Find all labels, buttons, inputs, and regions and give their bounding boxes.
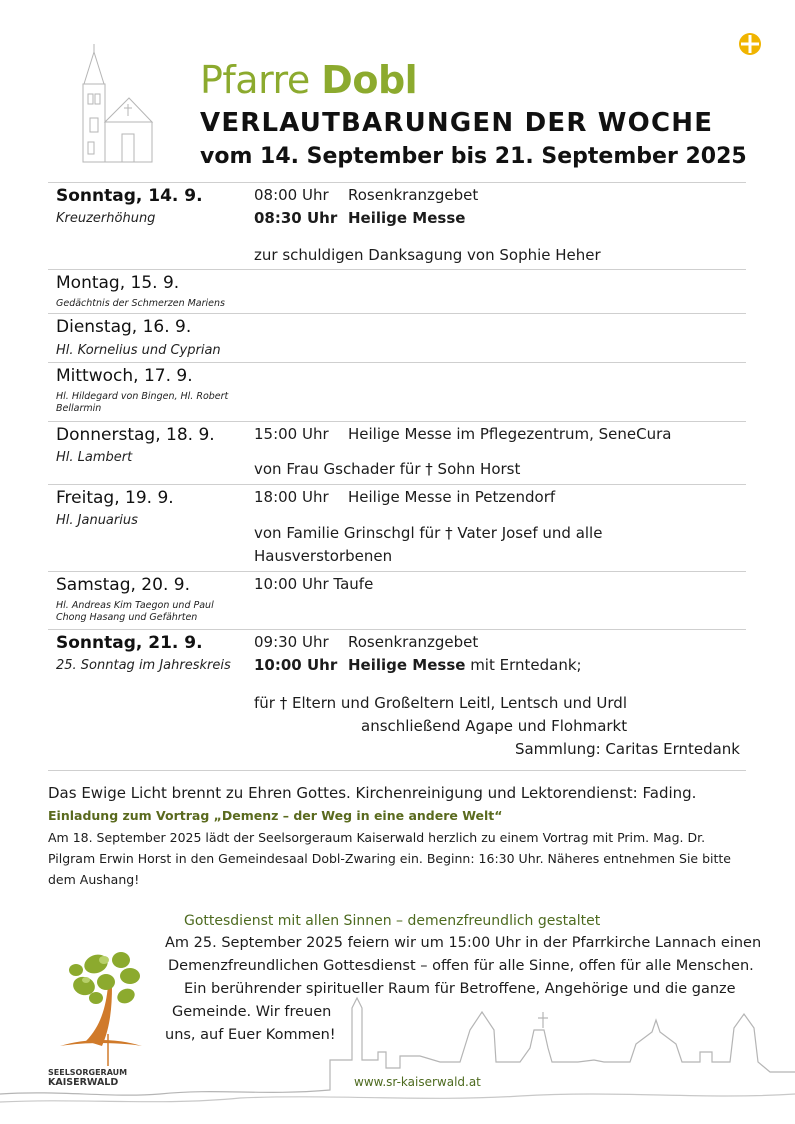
event-line: 08:00 Uhr Rosenkranzgebet	[254, 186, 479, 204]
invitation-body: Am 18. September 2025 lädt der Seelsorgeraum Kaiserwald herzlich zu einem Vortrag mit Prim. Mag. Dr. Pilgram Erwin Horst in den Gemeindesaal Dobl-Zwaring ein. Beginn: 16:30 Uhr. Näheres entnehmen Sie bitte dem Aushang!	[48, 830, 731, 887]
day-row-saturday	[48, 571, 746, 629]
feast-label: Hl. Andreas Kim Taegon und Paul Chong Hasang und Gefährten	[56, 600, 214, 623]
day-row-thursday	[48, 421, 746, 484]
day-row-wednesday	[48, 362, 746, 421]
day-label: Sonntag, 14. 9.	[56, 186, 203, 206]
day-row-tuesday	[48, 313, 746, 362]
day-label: Dienstag, 16. 9.	[56, 317, 192, 337]
day-label: Donnerstag, 18. 9.	[56, 425, 215, 445]
eternal-light-note: Das Ewige Licht brennt zu Ehren Gottes. Kirchenreinigung und Lektorendienst: Fading.	[48, 784, 697, 802]
intention-note: von Familie Grinschgl für † Vater Josef und alle	[254, 524, 603, 542]
feast-label: Hl. Kornelius und Cyprian	[56, 343, 221, 358]
service-text-line: Demenzfreundlichen Gottesdienst – offen für alle Sinne, offen für alle Menschen.	[168, 958, 754, 974]
event-line: 15:00 Uhr Heilige Messe im Pflegezentrum, SeneCura	[254, 425, 672, 443]
feast-label: Hl. Hildegard von Bingen, Hl. Robert Bellarmin	[56, 391, 229, 414]
intention-note: von Frau Gschader für † Sohn Horst	[254, 460, 521, 478]
day-label: Montag, 15. 9.	[56, 273, 180, 293]
intention-note: zur schuldigen Danksagung von Sophie Heher	[254, 246, 601, 264]
day-label: Sonntag, 21. 9.	[56, 633, 203, 653]
service-heading: Gottesdienst mit allen Sinnen – demenzfreundlich gestaltet	[184, 913, 601, 929]
invitation-heading: Einladung zum Vortrag „Demenz – der Weg in eine andere Welt“	[48, 808, 503, 823]
event-line: 10:00 Uhr Taufe	[254, 575, 374, 593]
brand-bold: Dobl	[321, 58, 418, 102]
service-text-line: Am 25. September 2025 feiern wir um 15:00 Uhr in der Pfarrkirche Lannach einen	[165, 935, 762, 951]
day-row-friday	[48, 484, 746, 571]
feast-label: Kreuzerhöhung	[56, 211, 156, 226]
schedule-table	[48, 182, 746, 771]
day-label: Samstag, 20. 9.	[56, 575, 190, 595]
event-line: 18:00 Uhr Heilige Messe in Petzendorf	[254, 488, 556, 506]
parish-brand	[200, 58, 417, 102]
skyline-drawing-icon	[0, 990, 795, 1124]
day-label: Mittwoch, 17. 9.	[56, 366, 193, 386]
day-row-monday	[48, 269, 746, 313]
brand-light: Pfarre	[200, 58, 310, 102]
intention-note-cont: Hausverstorbenen	[254, 547, 393, 565]
collection-note: Sammlung: Caritas Erntedank	[514, 740, 740, 758]
day-label: Freitag, 19. 9.	[56, 488, 174, 508]
event-line: 09:30 Uhr Rosenkranzgebet	[254, 633, 479, 651]
feast-label: Hl. Lambert	[56, 450, 133, 465]
date-range: vom 14. September bis 21. September 2025	[200, 144, 747, 169]
intention-note-cont: anschließend Agape und Flohmarkt	[361, 717, 628, 735]
church-drawing-icon	[74, 42, 156, 166]
feast-label: Gedächtnis der Schmerzen Mariens	[56, 298, 225, 309]
intention-note: für † Eltern und Großeltern Leitl, Lentsch und Urdl	[254, 694, 627, 712]
event-line: 08:30 Uhr Heilige Messe	[254, 209, 466, 227]
page-title: VERLAUTBARUNGEN DER WOCHE	[200, 108, 714, 138]
day-row-sunday-14	[48, 182, 746, 269]
event-line: 10:00 Uhr Heilige Messe mit Erntedank;	[254, 656, 582, 674]
service-text-line: uns, auf Euer Kommen!	[165, 1027, 336, 1043]
website-link[interactable]: www.sr-kaiserwald.at	[354, 1075, 481, 1089]
service-text-line: Gemeinde. Wir freuen	[172, 1004, 332, 1020]
feast-label: Hl. Januarius	[56, 513, 138, 528]
logo-wordmark: SEELSORGERAUM KAISERWALD	[48, 1068, 128, 1088]
feast-label: 25. Sonntag im Jahreskreis	[56, 658, 231, 673]
service-text-line: Ein berührender spiritueller Raum für Betroffene, Angehörige und die ganze	[184, 981, 736, 997]
diocese-badge-icon	[738, 32, 762, 56]
day-row-sunday-21	[48, 629, 746, 771]
